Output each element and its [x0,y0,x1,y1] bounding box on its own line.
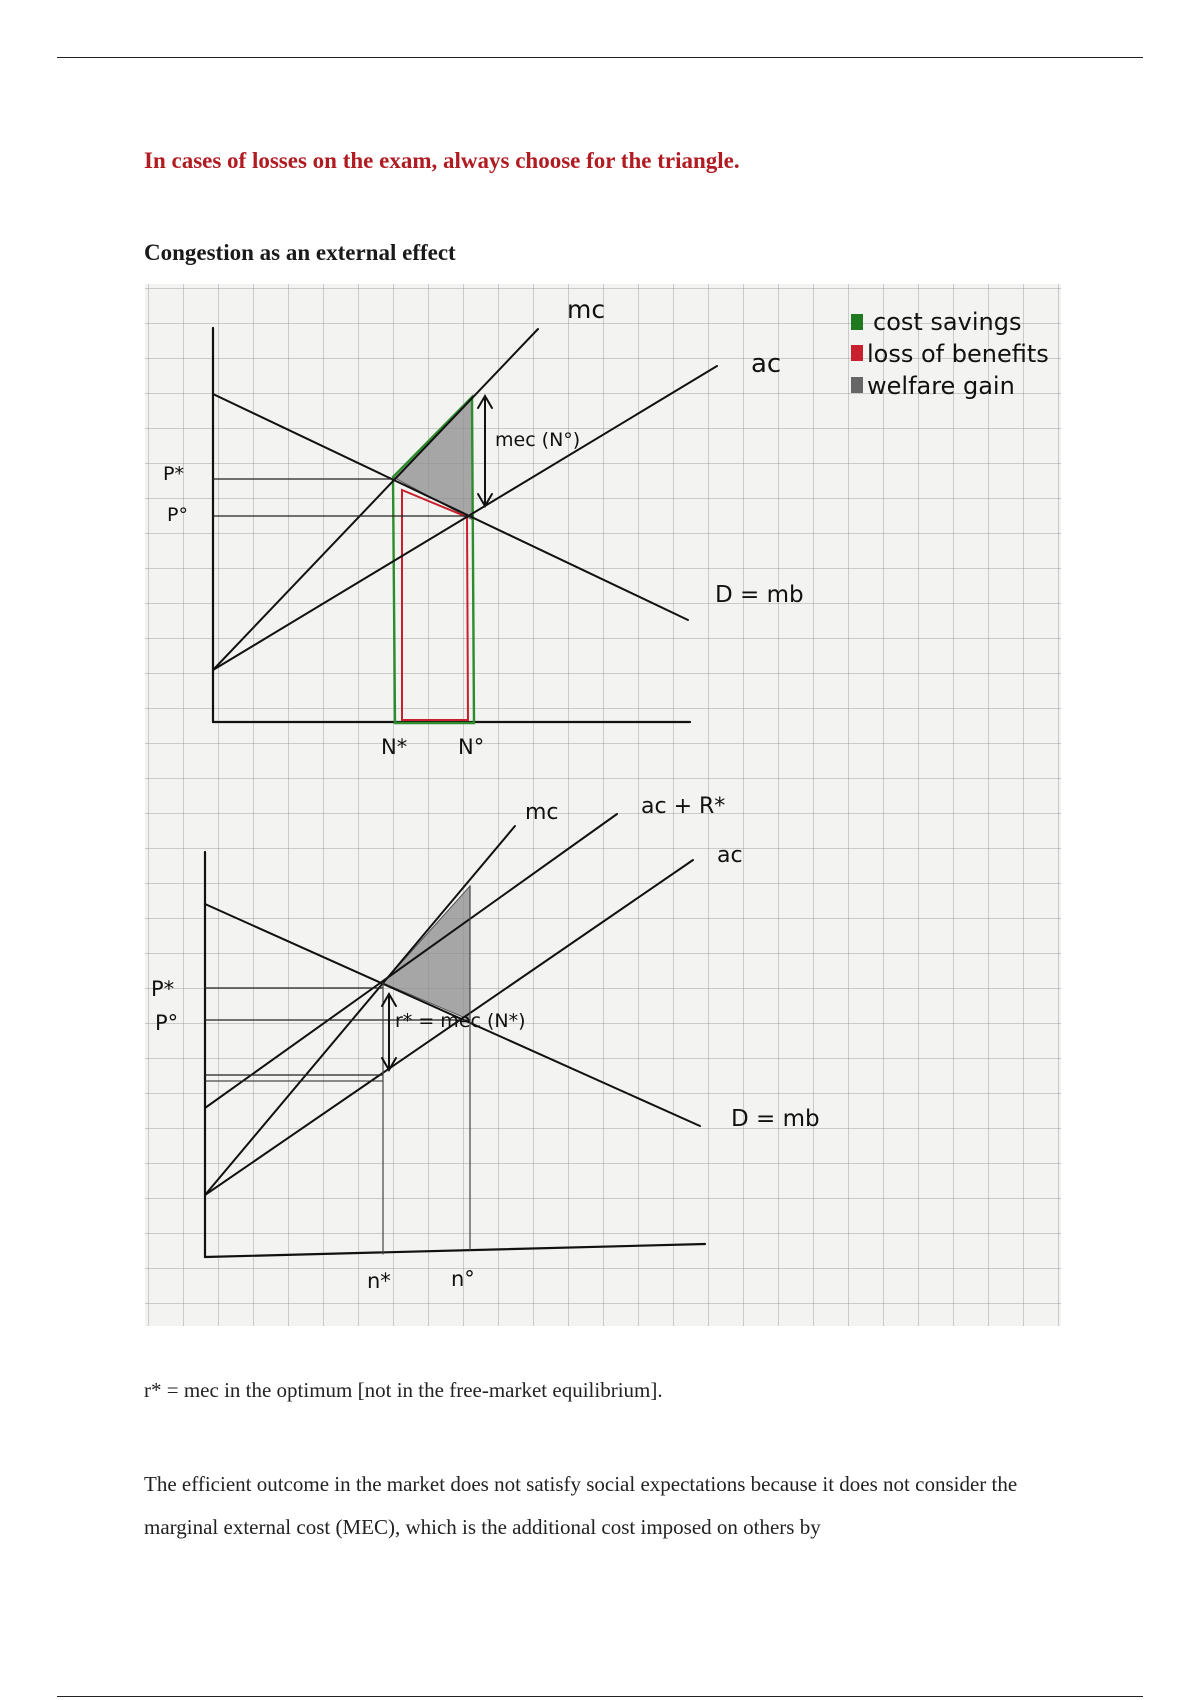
legend-welfare-gain: welfare gain [867,372,1015,400]
top-n-zero-label: N° [458,735,485,759]
bottom-rule [57,1696,1143,1697]
bottom-p-star-label: P* [151,977,175,1001]
legend-loss-benefits-swatch [851,345,863,361]
legend-cost-savings-swatch [851,314,863,330]
bottom-welfare-triangle [383,886,470,1020]
top-p-zero-label: P° [167,504,188,526]
bottom-n-zero-label: n° [451,1267,475,1291]
legend [851,308,1049,400]
bottom-ac-label: ac [717,843,743,868]
exam-note: In cases of losses on the exam, always choose for the triangle. [144,148,740,173]
top-demand-label: D = mb [715,582,804,608]
top-ac-label: ac [751,349,782,379]
legend-loss-benefits: loss of benefits [867,340,1049,368]
bottom-mc-label: mc [525,800,559,825]
bottom-p-zero-label: P° [155,1011,179,1035]
bottom-ac-r-label: ac + R* [641,794,726,819]
bottom-demand-label: D = mb [731,1106,820,1132]
section-heading: Congestion as an external effect [144,240,456,265]
congestion-diagrams [145,284,1061,1326]
body-paragraph: The efficient outcome in the market does not satisfy social expectations because it does not consider the marginal external cost (MEC), which is the additional cost imposed on others by [144,1472,1018,1539]
congestion-figure [145,284,1061,1326]
bottom-ac-r-curve [205,814,617,1108]
top-welfare-triangle [393,397,473,520]
legend-welfare-gain-swatch [851,377,863,393]
bottom-r-mec-label: r* = mec (N*) [395,1010,526,1032]
top-n-star-label: N* [381,735,408,759]
legend-cost-savings: cost savings [873,308,1022,336]
bottom-x-axis [205,1244,705,1257]
top-p-star-label: P* [163,463,184,485]
top-loss-benefits-area [402,490,468,720]
top-mec-label: mec (N°) [495,429,581,451]
bottom-n-star-label: n* [367,1269,391,1293]
top-rule [57,57,1143,58]
top-mc-label: mc [567,295,606,324]
optimum-note: r* = mec in the optimum [not in the free-market equilibrium]. [144,1378,663,1402]
bottom-diagram [151,794,820,1293]
top-diagram [163,295,804,759]
